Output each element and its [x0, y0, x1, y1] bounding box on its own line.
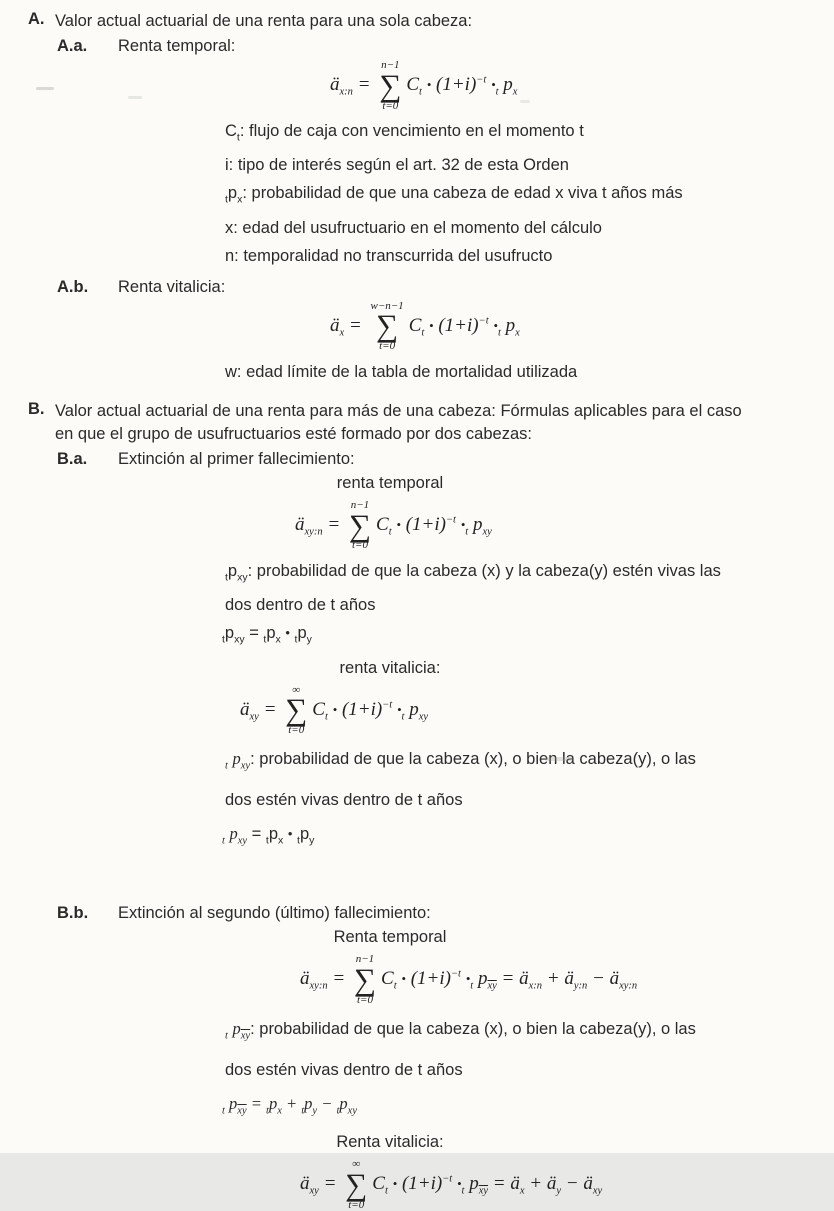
formula-last-survivor-temporal: $ä_{xy:n}$ = n−1 ∑ t=0 $C_t$ • $(1+i)^{-t}$ $•_t$ $p_{\overline{xy}}$ = $ä_{x:n}$ + $ä_{y:n}$ − $ä_{xy:n}$ — [300, 953, 638, 1006]
section-aa-heading — [0, 37, 834, 56]
caption-ba-vitalicia: renta vitalicia: — [339, 658, 441, 677]
section-bb-heading — [0, 904, 834, 923]
formula-single-life-whole: $ä_x$ = w−n−1 ∑ t=0 $C_t$ • $(1+i)^{-t}$ $•_t$ $p_x$ — [330, 299, 520, 353]
definition-limit-age-w: w: edad límite de la tabla de mortalidad utilizada — [225, 362, 578, 381]
section-b-title-line1: Valor actual actuarial de una renta para más de una cabeza: Fórmulas aplicables para el caso — [55, 401, 742, 420]
relation-joint-probability: $_tp_{xy} = _tp_x$ • $_tp_y$ — [222, 624, 312, 646]
section-ba-title: Extinción al primer fallecimiento: — [118, 449, 355, 468]
section-aa-label: A.a. — [57, 37, 88, 55]
definition-survival-probability: $_tp_x$: probabilidad de que una cabeza de edad x viva t años más — [225, 184, 683, 206]
section-b-label: B. — [28, 399, 45, 418]
definition-cash-flow: $C_t$: flujo de caja con vencimiento en el momento t — [225, 122, 584, 144]
definition-survivor-probability-line2: dos estén vivas dentro de t años — [225, 791, 463, 810]
formula-joint-life-temporal: $ä_{xy:n}$ = n−1 ∑ t=0 $C_t$ • $(1+i)^{-t}$ $•_t$ $p_{xy}$ — [295, 498, 492, 552]
section-a-label: A. — [28, 10, 45, 28]
relation-last-survivor-probability: $_t$ $p_{\overline{xy}} = _tp_x + _tp_y - _tp_{xy}$ — [222, 1093, 357, 1117]
definition-survivor-probability-line1: $_t$ $p_{xy}$: probabilidad de que la cabeza (x), o bien la cabeza(y), o las — [225, 748, 696, 772]
section-bb-label: B.b. — [57, 904, 89, 923]
section-ba-heading — [0, 450, 834, 469]
section-a-title: Valor actual actuarial de una renta para una sola cabeza: — [55, 12, 473, 30]
scan-artifact — [520, 100, 530, 103]
section-a-heading — [0, 10, 834, 33]
scan-artifact — [128, 96, 142, 99]
caption-ba-temporal: renta temporal — [336, 473, 444, 492]
caption-bb-temporal: Renta temporal — [333, 928, 447, 947]
section-bb-title: Extinción al segundo (último) fallecimiento: — [118, 904, 431, 923]
definition-term-n: n: temporalidad no transcurrida del usufructo — [225, 246, 553, 265]
scan-artifact — [36, 87, 54, 90]
definition-joint-probability-line1: $_tp_{xy}$: probabilidad de que la cabeza (x) y la cabeza(y) estén vivas las — [225, 562, 721, 584]
definition-interest-rate: i: tipo de interés según el art. 32 de esta Orden — [225, 156, 569, 175]
section-b-title — [55, 400, 742, 446]
section-aa-title: Renta temporal: — [118, 37, 236, 55]
formula-last-survivor-whole: $ä_{xy}$ = ∞ ∑ t=0 $C_t$ • $(1+i)^{-t}$ $•_t$ $p_{\overline{xy}}$ = $ä_x$ + $ä_y$ − $ä_{xy}$ — [300, 1158, 603, 1211]
section-ab-heading — [0, 278, 834, 297]
relation-survivor-probability: $_t$ $p_{xy} = _tp_x$ • $_tp_y$ — [222, 824, 315, 847]
section-ab-label: A.b. — [57, 277, 89, 296]
definition-joint-probability-line2: dos dentro de t años — [225, 596, 376, 615]
formula-joint-life-whole: $ä_{xy}$ = ∞ ∑ t=0 $C_t$ • $(1+i)^{-t}$ $•_t$ $p_{xy}$ — [240, 683, 429, 737]
section-b-heading — [0, 400, 834, 446]
formula-single-life-temporal: $ä_{x:n}$ = n−1 ∑ t=0 $C_t$ • $(1+i)^{-t}$ $•_t$ $p_x$ — [330, 59, 518, 112]
section-b-title-line2: en que el grupo de usufructuarios esté formado por dos cabezas: — [55, 424, 532, 443]
scan-artifact — [545, 757, 573, 761]
caption-bb-vitalicia: Renta vitalicia: — [336, 1133, 444, 1152]
definition-last-survivor-probability-line1: $_t$ $p_{\overline{xy}}$: probabilidad de que la cabeza (x), o bien la cabeza(y), o las — [225, 1018, 696, 1041]
section-ba-label: B.a. — [57, 449, 88, 468]
definition-last-survivor-probability-line2: dos estén vivas dentro de t años — [225, 1060, 463, 1079]
section-ab-title: Renta vitalicia: — [118, 277, 226, 296]
definition-age-x: x: edad del usufructuario en el momento del cálculo — [225, 218, 602, 237]
